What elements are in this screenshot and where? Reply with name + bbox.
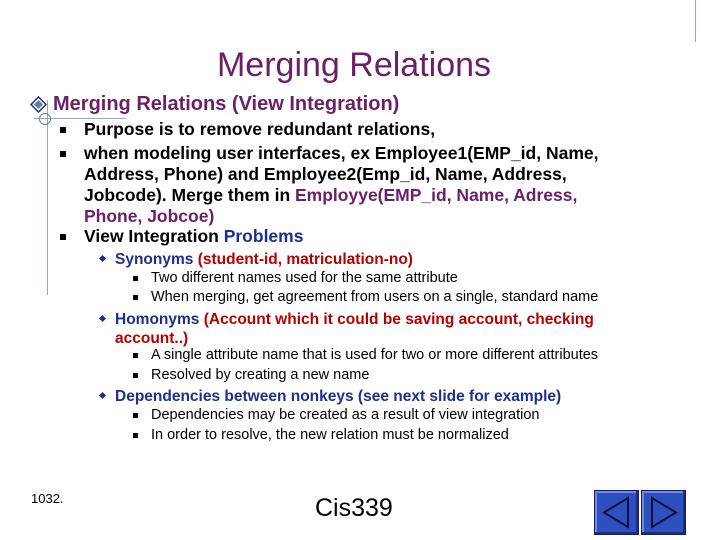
heading-bullet	[30, 93, 399, 116]
next-slide-button[interactable]	[641, 490, 686, 535]
diamond-icon	[30, 96, 47, 113]
slide: Merging Relations Merging Relations (View Integration) Purpose is to remove redundant relations, when modeling user interfaces, ex Employee1(EMP_id, Name, Address, Phone) and Employee2(Emp_id, Name, Address, Jobcode). Merge them in Employye(EMP_id, Name, Adress, Phone, Jobcoe) View Integration Problems Synonyms (student-id, matriculation-no) Two different names used for the same attribute When merging, get agreement from users on a single, standard name Homonyms (Account which it could be saving account, checking account..) A single attribute name that is used for two or more different attributes Resolved by creating a new name Dependencies between nonkeys (see next slide for example) Dependencies may be created as a result of view integration In order to resolve, the new relation must be normalized 1032. Cis339	[0, 0, 720, 540]
course-label: Cis339	[315, 494, 393, 522]
square-bullet-icon	[133, 295, 138, 300]
square-bullet-icon	[133, 276, 138, 281]
slide-number: 1032.	[31, 491, 64, 506]
diamond-bullet-icon	[99, 392, 106, 399]
slide-title: Merging Relations	[216, 46, 492, 84]
square-bullet-icon	[133, 373, 138, 378]
diamond-bullet-icon	[99, 255, 106, 262]
previous-slide-button[interactable]	[594, 490, 639, 535]
square-bullet-icon	[60, 234, 66, 240]
square-bullet-icon	[133, 413, 138, 418]
decorative-line	[47, 100, 48, 295]
square-bullet-icon	[60, 127, 66, 133]
square-bullet-icon	[133, 353, 138, 358]
diamond-bullet-icon	[99, 315, 106, 322]
heading-text: Merging Relations (View Integration)	[53, 93, 400, 115]
decorative-line	[695, 0, 696, 42]
prev-triangle-icon	[595, 491, 638, 534]
next-triangle-icon	[642, 491, 685, 534]
square-bullet-icon	[133, 433, 138, 438]
square-bullet-icon	[60, 151, 66, 157]
